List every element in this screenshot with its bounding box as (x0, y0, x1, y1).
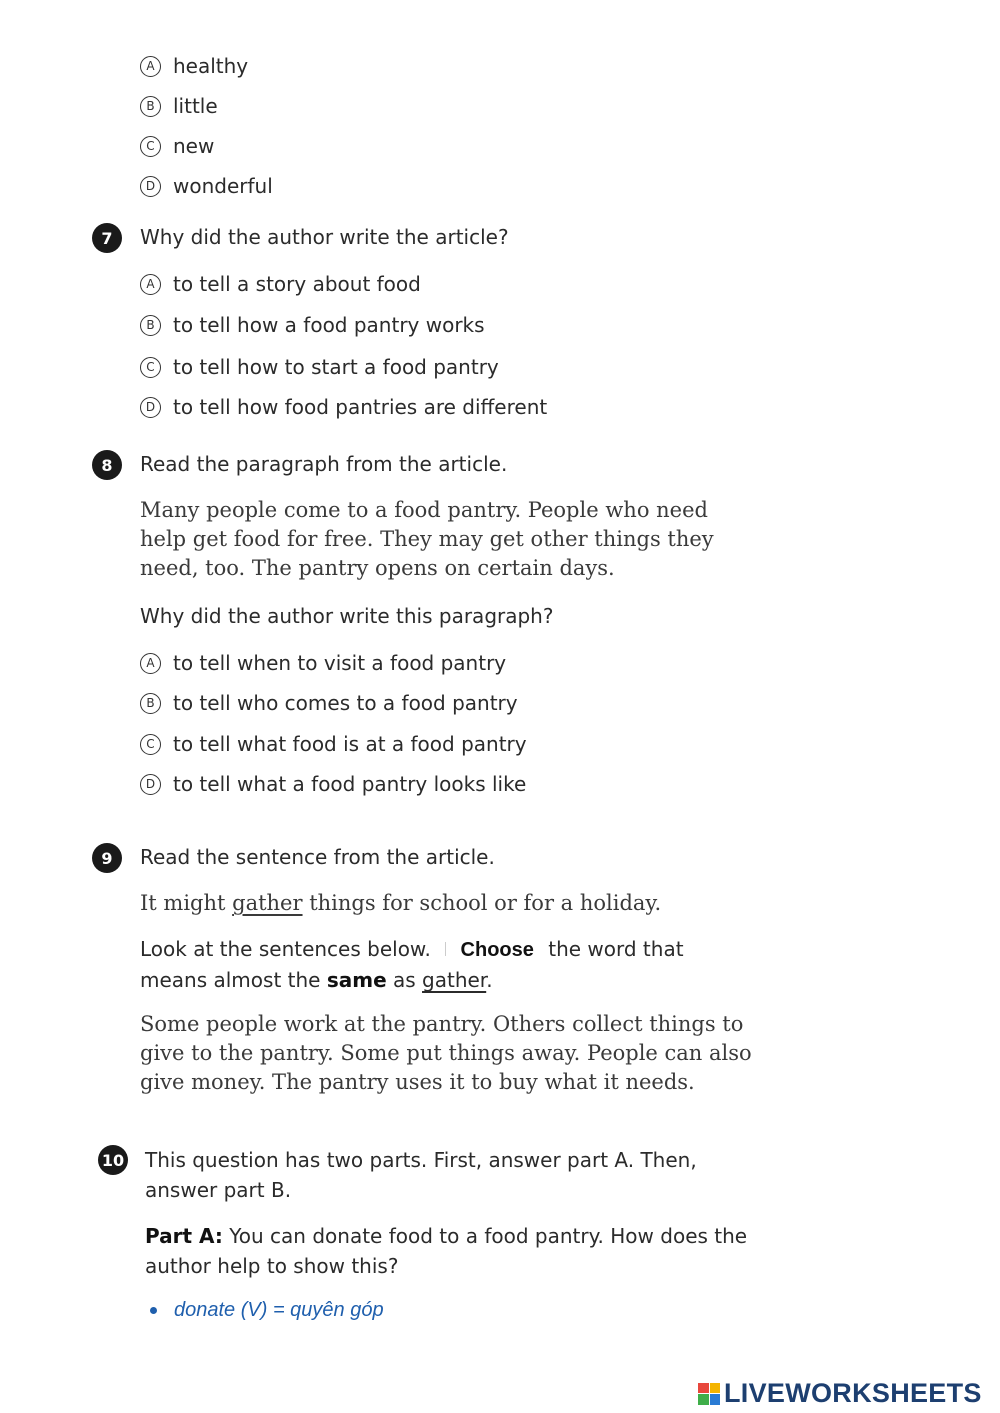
option-text: to tell who comes to a food pantry (173, 691, 518, 715)
option-text: wonderful (173, 174, 273, 198)
q10-part-a (145, 1221, 760, 1281)
q6-option-a[interactable] (140, 53, 248, 79)
option-text: little (173, 94, 218, 118)
q7-number-badge: 7 (92, 223, 122, 253)
option-letter: C (140, 734, 161, 755)
q10-number-badge: 10 (98, 1145, 128, 1175)
sentence-text: things for school or for a holiday. (302, 891, 662, 915)
choose-keyword: Choose (460, 939, 534, 961)
option-letter: B (140, 693, 161, 714)
q9-prompt: Read the sentence from the article. (140, 845, 495, 869)
option-letter: A (140, 56, 161, 77)
vocab-note (150, 1299, 384, 1322)
option-letter: B (140, 315, 161, 336)
q8-option-c[interactable] (140, 731, 527, 757)
cursor-mark (445, 942, 446, 956)
option-text: to tell how a food pantry works (173, 313, 485, 337)
liveworksheets-logo (698, 1378, 982, 1409)
target-word: gather (422, 968, 487, 992)
q8-prompt: Read the paragraph from the article. (140, 452, 508, 476)
q9-sentence (140, 889, 760, 918)
q10-intro: This question has two parts. First, answer part A. Then, answer part B. (145, 1148, 697, 1202)
option-letter: D (140, 397, 161, 418)
q8-option-b[interactable] (140, 690, 518, 716)
instruction-text: Look at the sentences below. (140, 937, 431, 961)
part-a-label: Part A: (145, 1224, 223, 1248)
part-a-text: You can donate food to a food pantry. How does the author help to show this? (145, 1224, 748, 1278)
q7-option-c[interactable] (140, 354, 499, 380)
option-text: to tell what food is at a food pantry (173, 732, 527, 756)
bullet-icon (150, 1307, 157, 1314)
q9-passage: Some people work at the pantry. Others collect things to give to the pantry. Some put things away. People can also give money. The pantry uses it to buy what it needs. (140, 1012, 752, 1094)
option-text: to tell how food pantries are different (173, 395, 548, 419)
option-text: to tell when to visit a food pantry (173, 651, 507, 675)
instruction-text: as (386, 968, 423, 992)
logo-text: LIVEWORKSHEETS (724, 1378, 982, 1408)
logo-mark-icon (698, 1383, 720, 1405)
q8-option-a[interactable] (140, 650, 506, 676)
q7-option-a[interactable] (140, 271, 421, 297)
sentence-text: It might (140, 891, 233, 915)
same-keyword: same (326, 968, 387, 992)
option-letter: A (140, 274, 161, 295)
q7-question: Why did the author write the article? (140, 225, 509, 249)
instruction-text: . (486, 968, 493, 992)
option-letter: C (140, 357, 161, 378)
option-letter: B (140, 96, 161, 117)
option-letter: D (140, 774, 161, 795)
q8-question: Why did the author write this paragraph? (140, 604, 554, 628)
q9-instructions (140, 934, 760, 995)
option-letter: A (140, 653, 161, 674)
q6-option-d[interactable] (140, 173, 273, 199)
q7-option-b[interactable] (140, 312, 485, 338)
option-text: new (173, 134, 215, 158)
instruction-text: means almost the (140, 968, 327, 992)
option-text: healthy (173, 54, 249, 78)
q8-option-d[interactable] (140, 771, 526, 797)
option-text: to tell how to start a food pantry (173, 355, 499, 379)
target-word: gather (232, 891, 303, 915)
q8-number-badge: 8 (92, 450, 122, 480)
option-text: to tell what a food pantry looks like (173, 772, 527, 796)
instruction-text: the word that (548, 937, 684, 961)
q8-passage: Many people come to a food pantry. People who need help get food for free. They may get other things they need, too. The pantry opens on certain days. (140, 498, 714, 580)
q7-option-d[interactable] (140, 394, 547, 420)
option-letter: C (140, 136, 161, 157)
q6-option-b[interactable] (140, 93, 218, 119)
q9-number-badge: 9 (92, 843, 122, 873)
option-letter: D (140, 176, 161, 197)
vocab-note-text: donate (V) = quyên góp (174, 1299, 384, 1321)
q6-option-c[interactable] (140, 133, 214, 159)
option-text: to tell a story about food (173, 272, 421, 296)
